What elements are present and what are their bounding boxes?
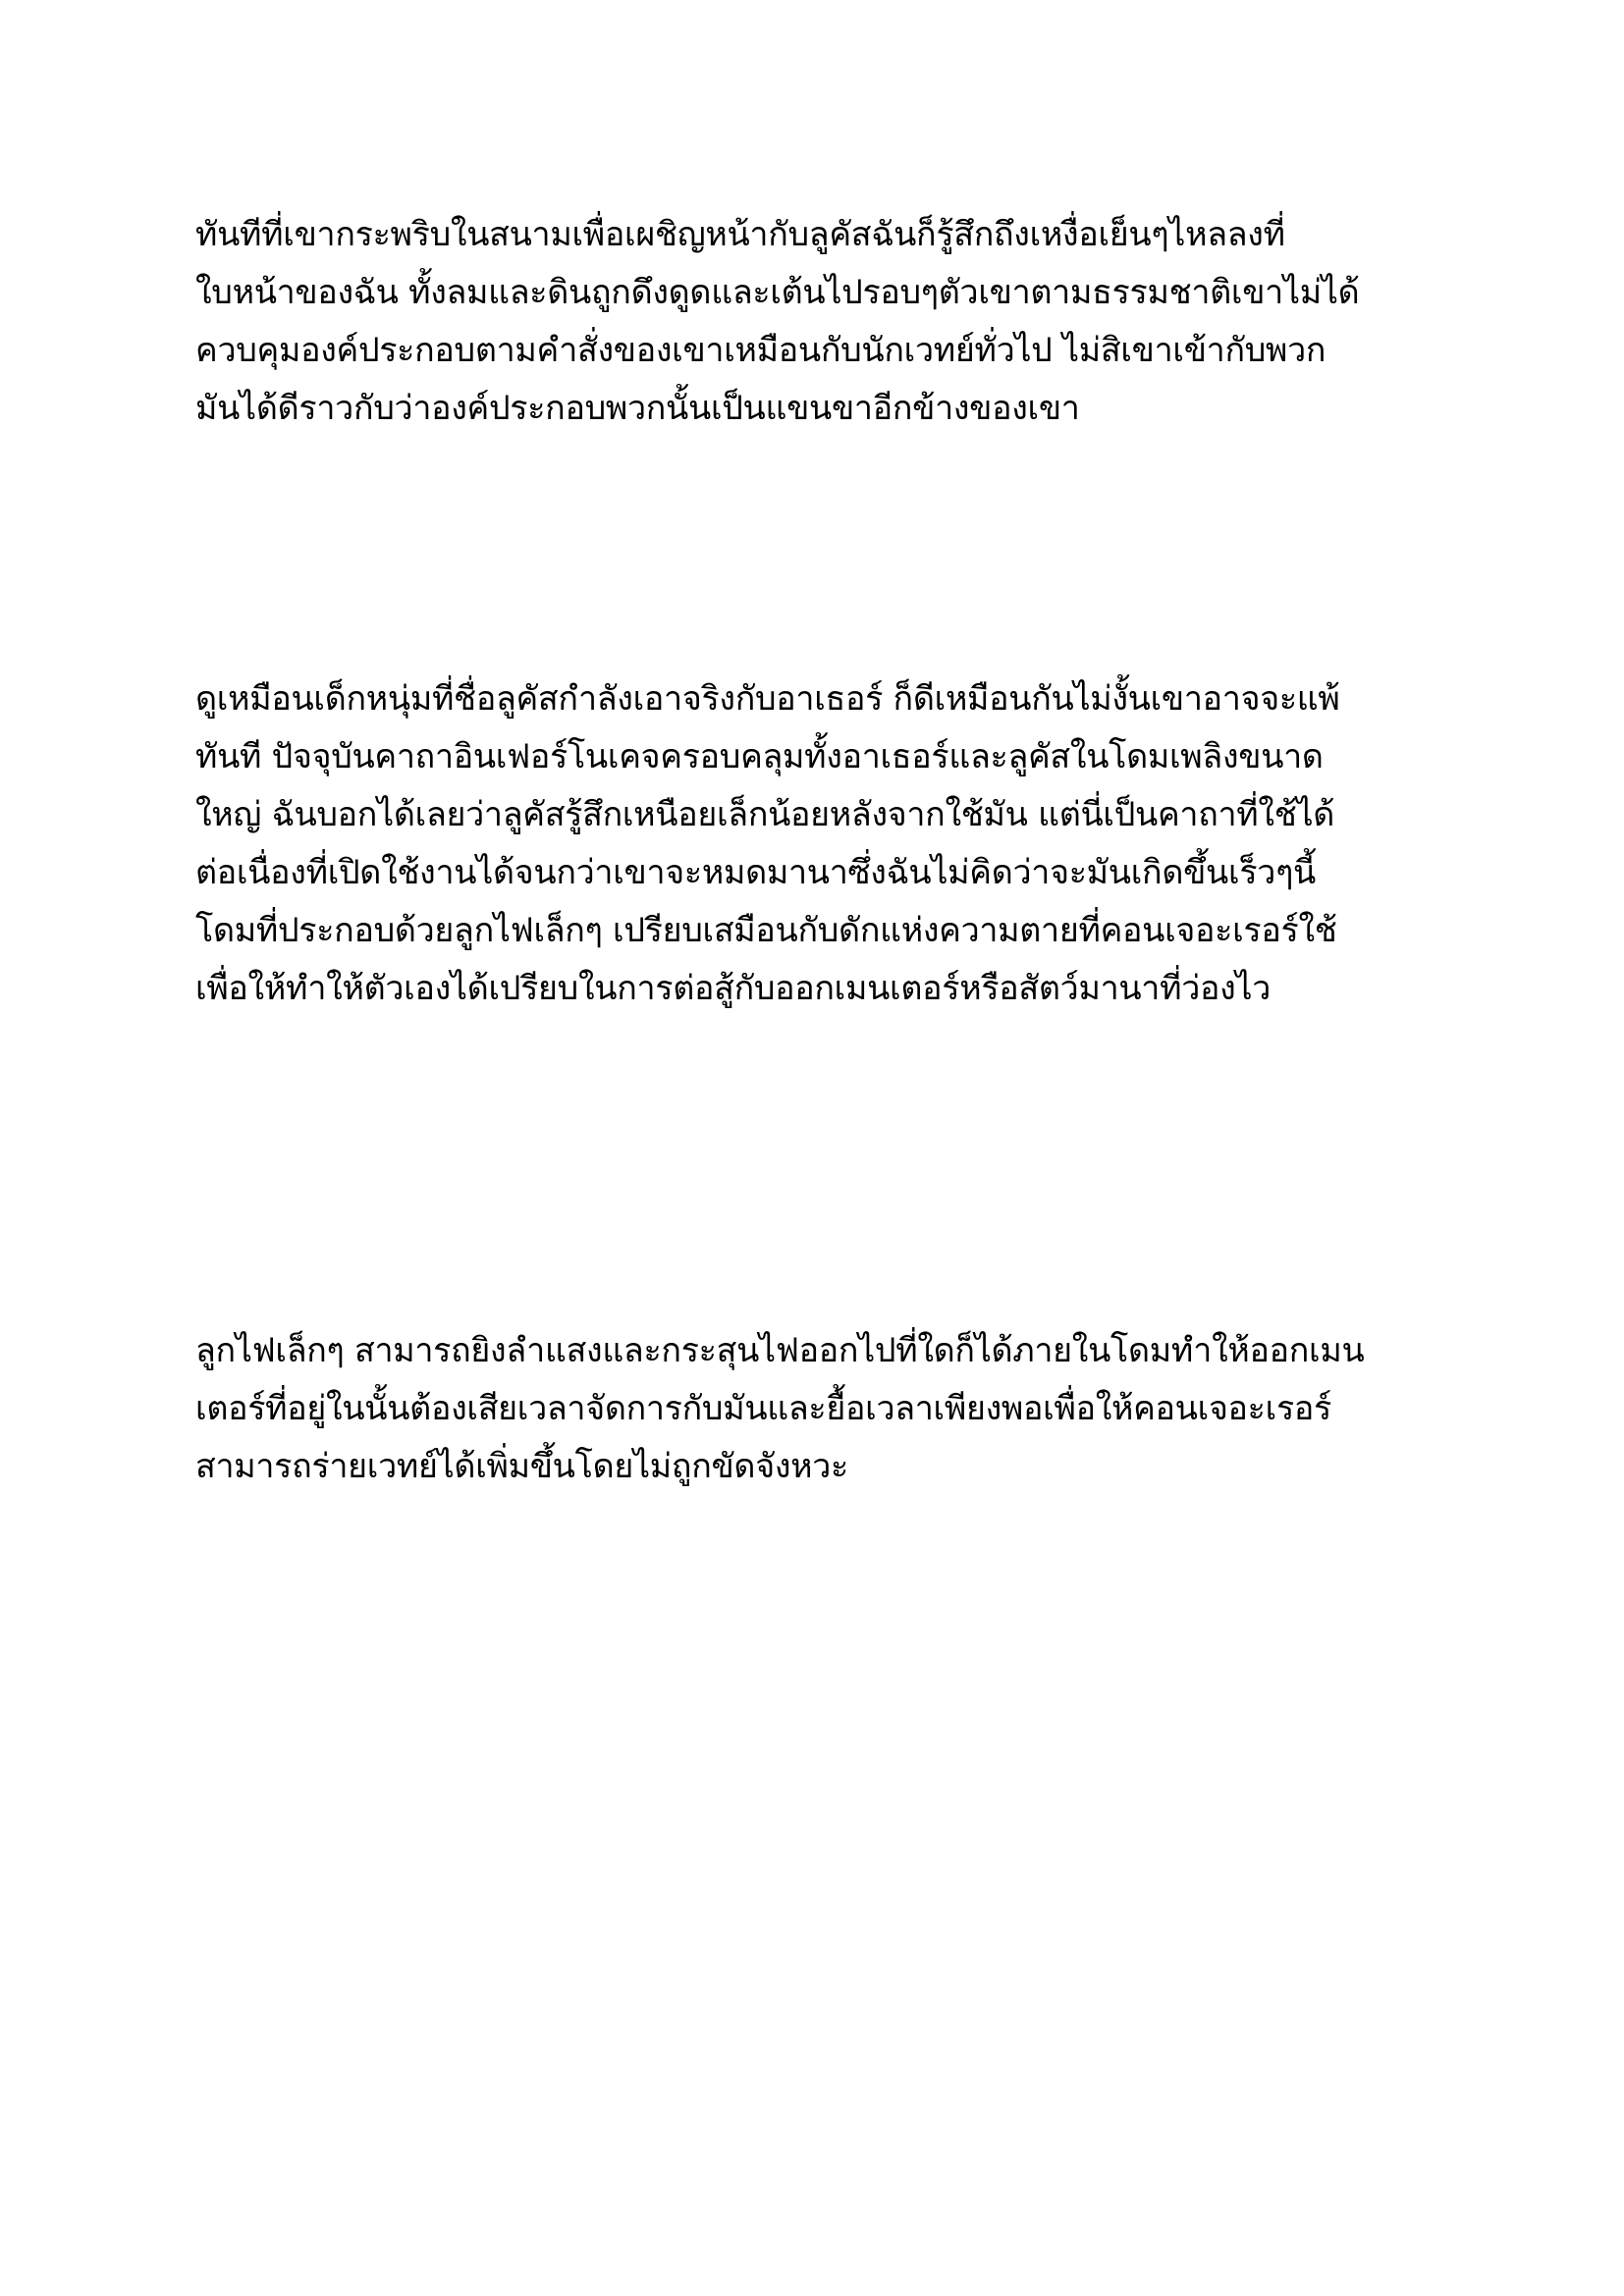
paragraph-line: โดมที่ประกอบด้วยลูกไฟเล็กๆ เปรียบเสมือนกับดักแห่งความตายที่คอนเจอะเรอร์ใช้ — [195, 911, 1337, 950]
paragraph-3 — [195, 1322, 1442, 1496]
paragraph-1 — [195, 206, 1442, 438]
paragraph-line: ใบหน้าของฉัน ทั้งลมและดินถูกดึงดูดและเต้นไปรอบๆตัวเขาตามธรรมชาติเขาไม่ได้ — [195, 273, 1360, 312]
paragraph-line: เพื่อให้ทำให้ตัวเองได้เปรียบในการต่อสู้กับออกเมนเตอร์หรือสัตว์มานาที่ว่องไว — [195, 969, 1272, 1008]
paragraph-line: ทันที ปัจจุบันคาถาอินเฟอร์โนเคจครอบคลุมทั้งอาเธอร์และลูคัสในโดมเพลิงขนาด — [195, 737, 1324, 776]
paragraph-line: ดูเหมือนเด็กหนุ่มที่ชื่อลูคัสกำลังเอาจริงกับอาเธอร์ ก็ดีเหมือนกันไม่งั้นเขาอาจจะแพ้ — [195, 679, 1340, 719]
paragraph-line: เตอร์ที่อยู่ในนั้นต้องเสียเวลาจัดการกับมันและยื้อเวลาเพียงพอเพื่อให้คอนเจอะเรอร์ — [195, 1389, 1332, 1428]
paragraph-line: ลูกไฟเล็กๆ สามารถยิงลำแสงและกระสุนไฟออกไปที่ใดก็ได้ภายในโดมทำให้ออกเมน — [195, 1331, 1365, 1370]
paragraph-line: ควบคุมองค์ประกอบตามคำสั่งของเขาเหมือนกับนักเวทย์ทั่วไป ไม่สิเขาเข้ากับพวก — [195, 331, 1326, 370]
paragraph-line: มันได้ดีราวกับว่าองค์ประกอบพวกนั้นเป็นแขนขาอีกข้างของเขา — [195, 389, 1080, 428]
paragraph-line: ทันทีที่เขากระพริบในสนามเพื่อเผชิญหน้ากับลูคัสฉันก็รู้สึกถึงเหงื่อเย็นๆไหลลงที่ — [195, 215, 1285, 254]
paragraph-line: ใหญ่ ฉันบอกได้เลยว่าลูคัสรู้สึกเหนือยเล็กน้อยหลังจากใช้มัน แต่นี่เป็นคาถาที่ใช้ได้ — [195, 795, 1335, 834]
paragraph-2 — [195, 670, 1442, 1018]
paragraph-line: ต่อเนื่องที่เปิดใช้งานได้จนกว่าเขาจะหมดมานาซึ่งฉันไม่คิดว่าจะมันเกิดขึ้นเร็วๆนี้ — [195, 853, 1316, 892]
paragraph-line: สามารถร่ายเวทย์ได้เพิ่มขึ้นโดยไม่ถูกขัดจังหวะ — [195, 1447, 848, 1486]
